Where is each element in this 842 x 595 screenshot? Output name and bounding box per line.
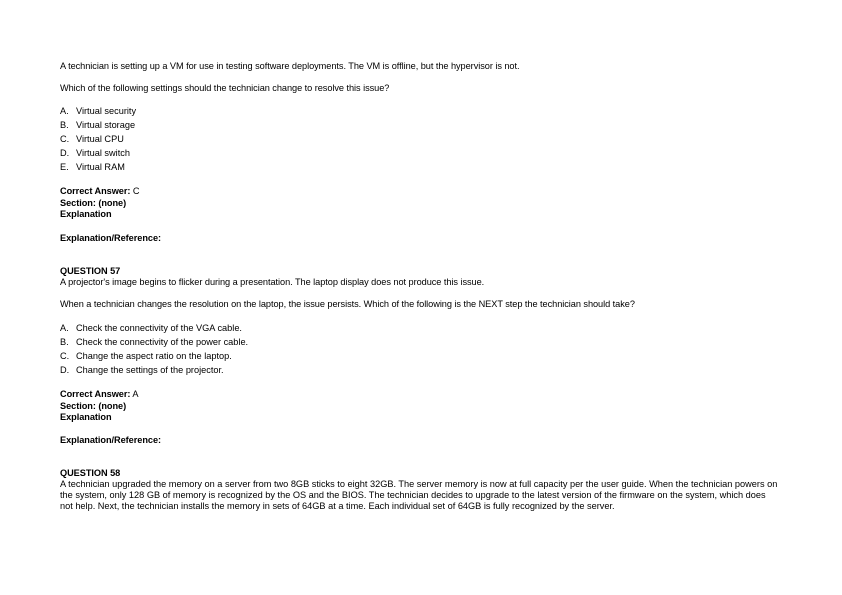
answer-option [60, 365, 224, 376]
option-text: Change the settings of the projector. [76, 365, 224, 375]
option-letter: C. [60, 134, 70, 144]
question-prompt: When a technician changes the resolution on the laptop, the issue persists. Which of the following is the NEXT step the technician should take? [60, 299, 635, 309]
question-title: QUESTION 57 [60, 266, 121, 276]
option-letter: A. [60, 323, 69, 333]
correct-answer-value: A [132, 389, 139, 399]
option-text: Virtual storage [76, 120, 136, 130]
question-prompt: Which of the following settings should the technician change to resolve this issue? [60, 83, 390, 93]
option-letter: D. [60, 148, 70, 158]
option-letter: E. [60, 162, 69, 172]
option-letter: D. [60, 365, 70, 375]
option-text: Virtual RAM [76, 162, 125, 172]
option-letter: A. [60, 106, 69, 116]
option-text: Virtual switch [76, 148, 130, 158]
option-letter: C. [60, 351, 70, 361]
answer-option [60, 351, 232, 362]
answer-option [60, 337, 248, 348]
section-label: Section: (none) [60, 401, 127, 411]
explanation-heading: Explanation [60, 412, 112, 422]
option-text: Check the connectivity of the VGA cable. [76, 323, 242, 333]
explanation-reference: Explanation/Reference: [60, 233, 162, 243]
explanation-reference: Explanation/Reference: [60, 435, 162, 445]
option-text: Virtual CPU [76, 134, 124, 144]
correct-answer-label: Correct Answer: [60, 389, 131, 399]
correct-answer-value: C [132, 186, 140, 196]
question-stem: A technician is setting up a VM for use in testing software deployments. The VM is offline, but the hypervisor is not. [60, 61, 520, 71]
question-title: QUESTION 58 [60, 468, 121, 478]
option-text: Virtual security [76, 106, 137, 116]
answer-option [60, 134, 124, 145]
answer-option [60, 148, 130, 159]
option-letter: B. [60, 120, 69, 130]
question-stem: A technician upgraded the memory on a server from two 8GB sticks to eight 32GB. The server memory is now at full capacity per the user guide. When the technician powers on the system, only 128 GB of memory is recognized by the OS and the BIOS. The technician decides to upgrade to the latest version of the firmware on the system, which does not help. Next, the technician installs the memory in sets of 64GB at a time. Each individual set of 64GB is fully recognized by the server. [60, 479, 778, 512]
section-label: Section: (none) [60, 198, 127, 208]
option-text: Change the aspect ratio on the laptop. [76, 351, 232, 361]
explanation-heading: Explanation [60, 209, 112, 219]
answer-option [60, 120, 135, 131]
correct-answer-label: Correct Answer: [60, 186, 131, 196]
option-letter: B. [60, 337, 69, 347]
answer-option [60, 106, 136, 117]
answer-option [60, 162, 125, 173]
question-stem: A projector's image begins to flicker during a presentation. The laptop display does not produce this issue. [60, 277, 485, 287]
correct-answer [60, 389, 138, 400]
correct-answer [60, 186, 140, 197]
option-text: Check the connectivity of the power cable. [76, 337, 249, 347]
answer-option [60, 323, 242, 334]
